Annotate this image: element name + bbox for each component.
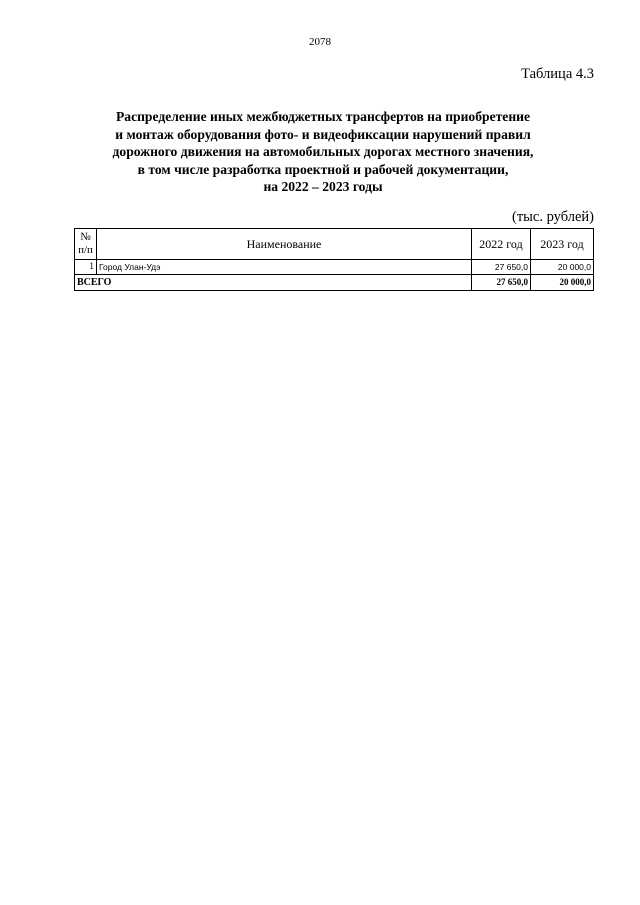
header-year-2023: 2023 год xyxy=(531,229,594,260)
distribution-table xyxy=(74,228,594,291)
table-header-row xyxy=(75,229,594,260)
header-number-abbrev: п/п xyxy=(78,244,93,256)
row-value-2023: 20 000,0 xyxy=(531,260,594,275)
units-label: (тыс. рублей) xyxy=(512,209,594,225)
header-number-symbol: № xyxy=(80,231,91,243)
total-label: ВСЕГО xyxy=(75,275,472,291)
title-line: дорожного движения на автомобильных дорогах местного значения, xyxy=(112,144,534,159)
title-line: Распределение иных межбюджетных трансфертов на приобретение xyxy=(115,109,531,124)
total-row xyxy=(75,275,594,291)
title-line: в том числе разработка проектной и рабочей документации, xyxy=(137,161,509,177)
table-label: Таблица 4.3 xyxy=(521,66,594,82)
title-line: на 2022 – 2023 годы xyxy=(263,179,383,194)
table-row xyxy=(75,260,594,275)
row-number: 1 xyxy=(75,260,97,275)
row-value-2022: 27 650,0 xyxy=(472,260,531,275)
header-name: Наименование xyxy=(97,229,472,260)
header-number xyxy=(75,229,97,260)
document-title xyxy=(60,108,586,196)
total-value-2022: 27 650,0 xyxy=(472,275,531,291)
total-value-2023: 20 000,0 xyxy=(531,275,594,291)
title-line: и монтаж оборудования фото- и видеофиксации нарушений правил xyxy=(115,126,531,142)
header-year-2022: 2022 год xyxy=(472,229,531,260)
page-number: 2078 xyxy=(309,36,331,48)
row-name: Город Улан-Удэ xyxy=(97,260,472,275)
